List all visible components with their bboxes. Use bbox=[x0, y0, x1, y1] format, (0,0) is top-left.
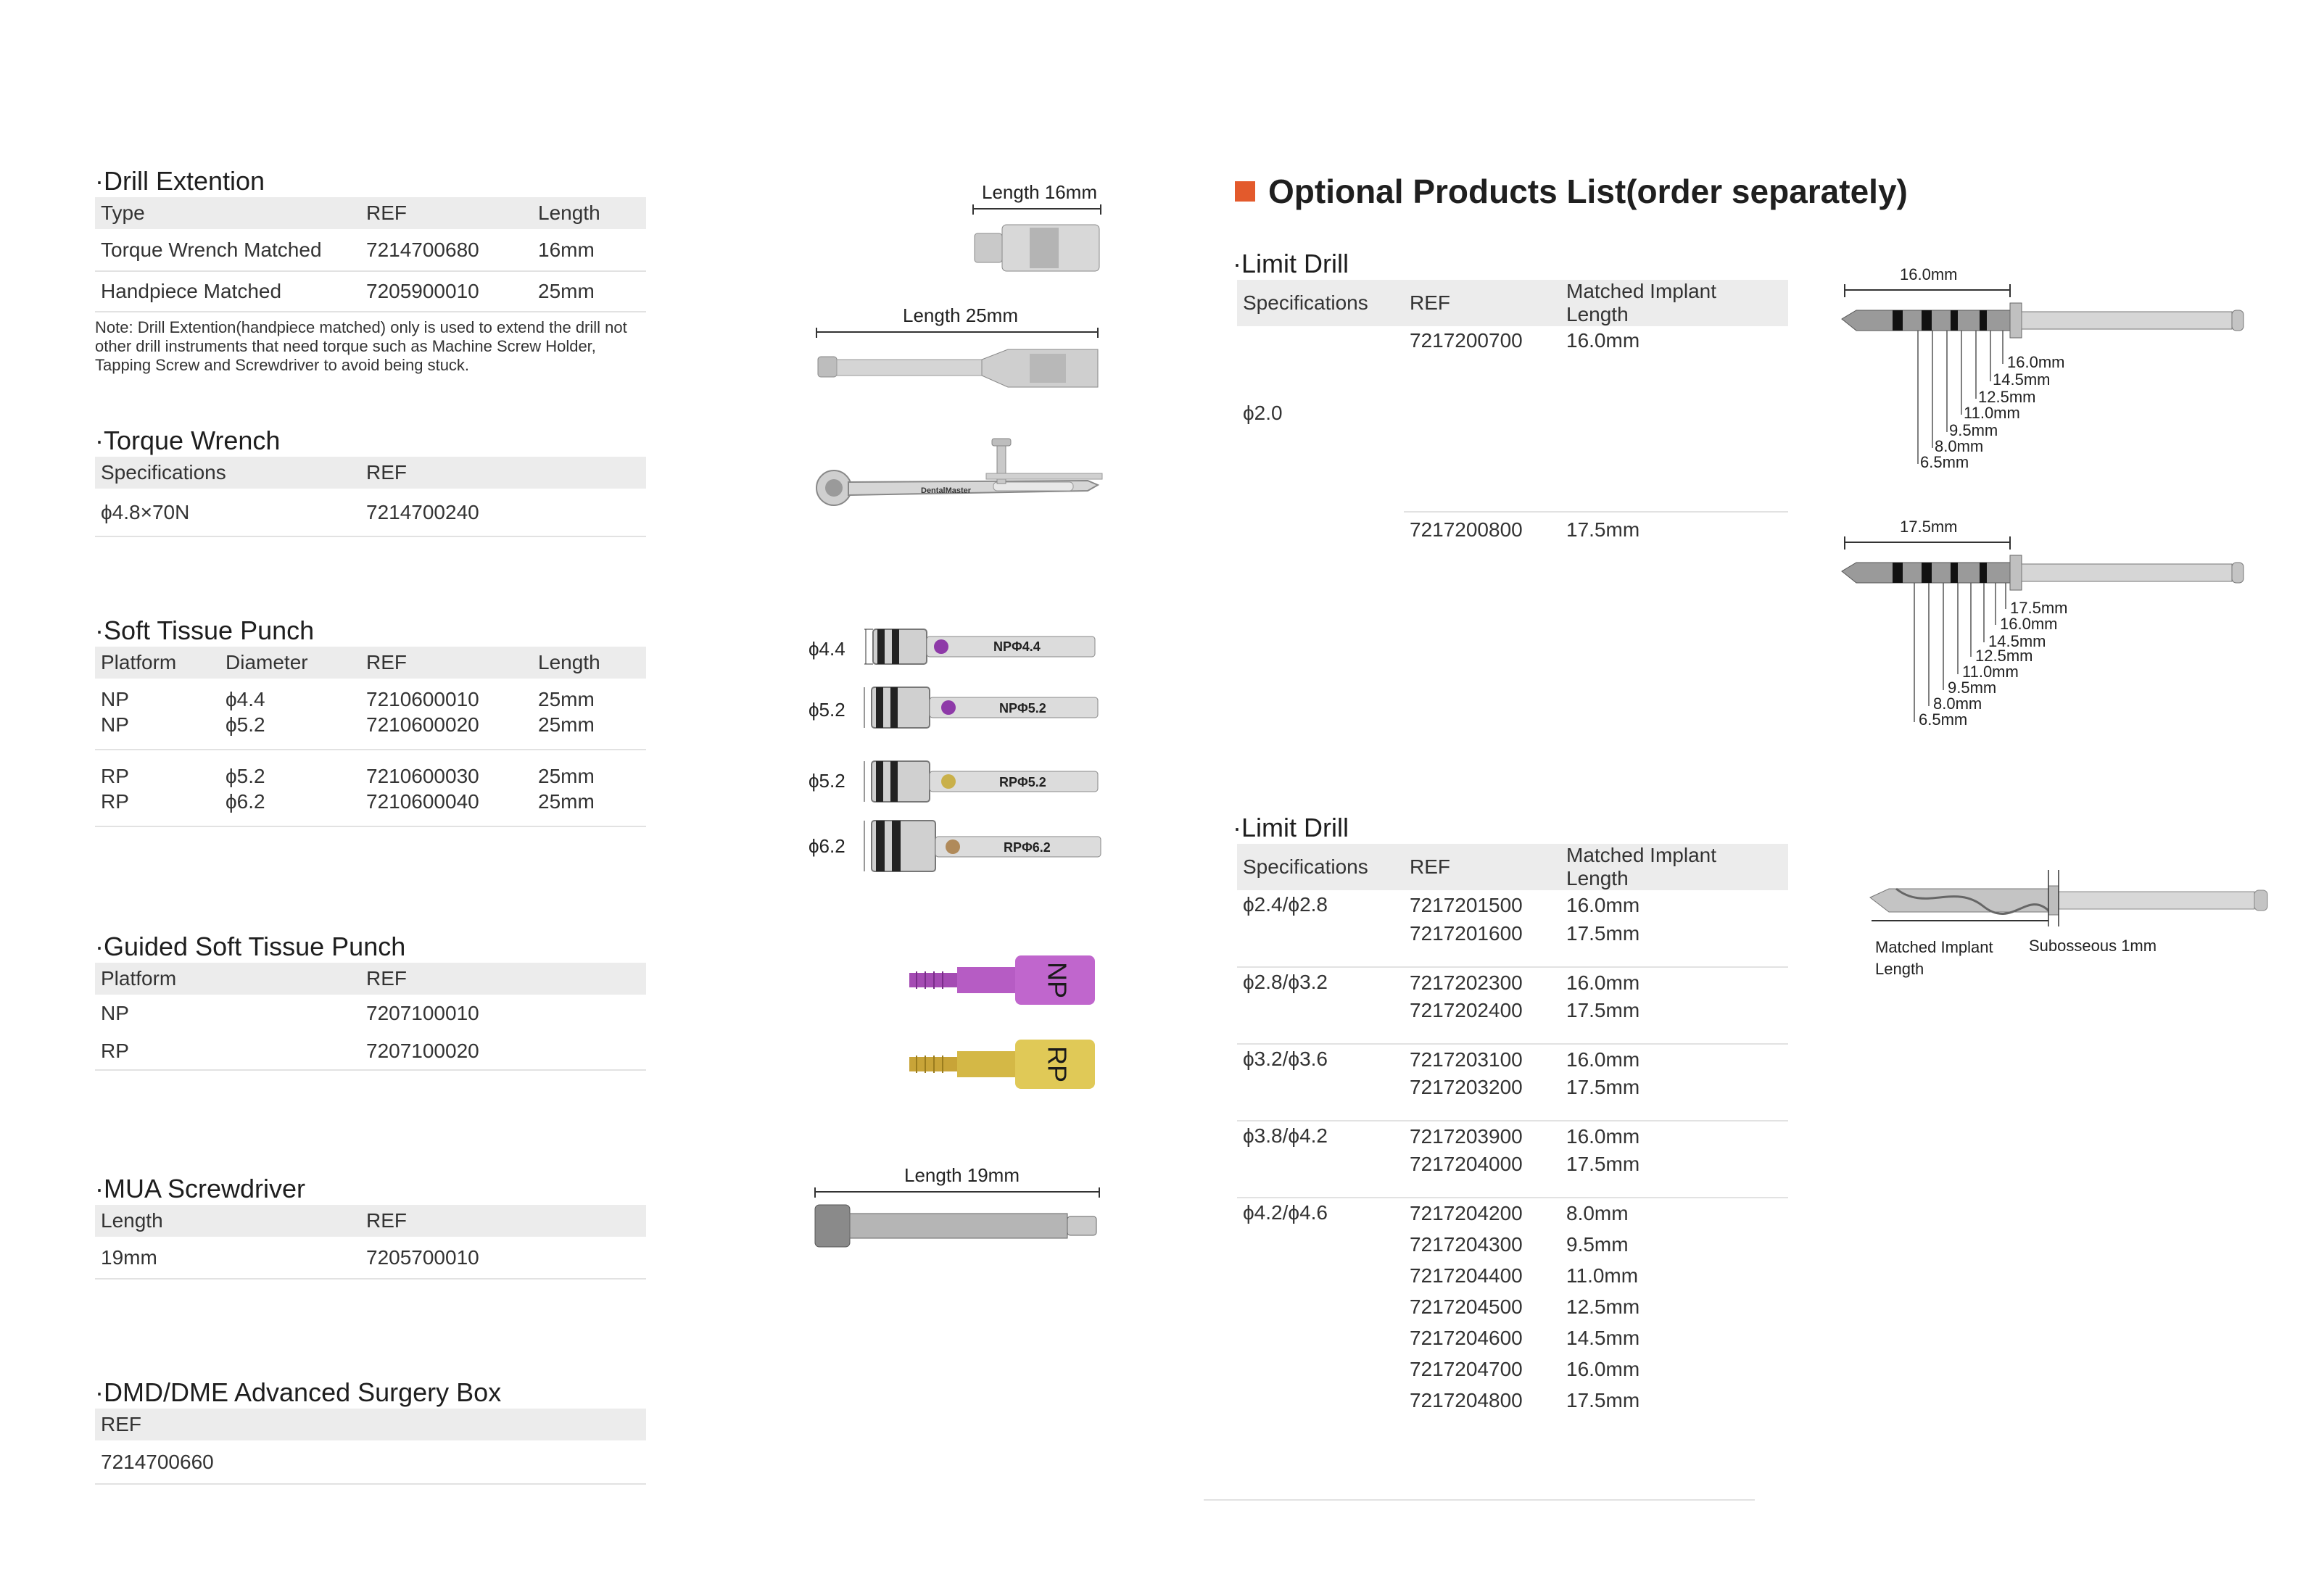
punch-image-rp62 bbox=[856, 818, 1102, 876]
limit-drill-1-table bbox=[1237, 280, 1788, 542]
cell: ϕ4.8×70N bbox=[95, 489, 360, 536]
table-row bbox=[95, 271, 646, 312]
accent-square bbox=[1235, 181, 1255, 202]
cell: 7217204200 bbox=[1410, 1202, 1523, 1224]
figure-top-label: 16.0mm bbox=[1900, 265, 1958, 283]
cell: 16mm bbox=[532, 229, 646, 271]
table-row bbox=[1237, 1198, 1788, 1229]
col-header: REF bbox=[360, 197, 532, 229]
punch-diameter-label: ϕ6.2 bbox=[809, 835, 845, 857]
spec-cell: ϕ2.0 bbox=[1243, 402, 1283, 424]
limit-drill-2-section bbox=[1233, 812, 1788, 1416]
drill-extension-note: Note: Drill Extention(handpiece matched) only is used to extend the drill not other drill instruments that need torque such as Machine Screw Holder, Tapping Screw and Screwdriver to avoid being stuck. bbox=[95, 318, 627, 374]
table-row bbox=[95, 1440, 646, 1484]
table-row bbox=[95, 750, 646, 790]
table-row bbox=[95, 489, 646, 536]
depth-mark: 12.5mm bbox=[1978, 388, 2036, 406]
col-header: REF bbox=[1404, 844, 1560, 890]
soft-tissue-punch-table bbox=[95, 647, 646, 827]
section-title: ·Limit Drill bbox=[1233, 249, 1349, 278]
drill-extension-short-image bbox=[964, 204, 1109, 284]
depth-mark: 14.5mm bbox=[1993, 370, 2051, 389]
surgery-box-table bbox=[95, 1409, 646, 1485]
col-header: REF bbox=[360, 647, 532, 679]
cell: 7210600030 bbox=[366, 764, 479, 787]
section-title: ·DMD/DME Advanced Surgery Box bbox=[95, 1377, 502, 1407]
cell: 7210600020 bbox=[360, 713, 532, 750]
col-header: Diameter bbox=[220, 647, 360, 679]
guided-punch-np-image bbox=[906, 951, 1102, 1009]
col-header: REF bbox=[1404, 280, 1560, 326]
cell: 19mm bbox=[95, 1237, 360, 1279]
cell: 7217202400 bbox=[1404, 998, 1560, 1044]
cell: 7210600040 bbox=[360, 790, 532, 826]
cell: 7205900010 bbox=[360, 271, 532, 312]
cell: 7217204000 bbox=[1404, 1151, 1560, 1198]
depth-mark: 9.5mm bbox=[1948, 679, 1997, 697]
cell: 7207100020 bbox=[360, 1032, 646, 1070]
punch-engraving: NPΦ4.4 bbox=[993, 639, 1041, 654]
col-header: REF bbox=[95, 1409, 646, 1440]
punch-engraving: RPΦ5.2 bbox=[999, 775, 1046, 789]
mua-screwdriver-section bbox=[95, 1173, 646, 1280]
limit-drill-side-image bbox=[1867, 868, 2273, 941]
depth-mark: 12.5mm bbox=[1975, 647, 2033, 665]
section-title: ·Drill Extention bbox=[95, 166, 265, 196]
punch-image-np44 bbox=[856, 625, 1095, 668]
cell: 7217204800 bbox=[1410, 1388, 1523, 1411]
depth-mark: 14.5mm bbox=[1988, 632, 2046, 650]
col-header: Length bbox=[95, 1205, 360, 1237]
cell: 16.0mm bbox=[1566, 1048, 1640, 1071]
depth-mark: 11.0mm bbox=[1964, 404, 2020, 422]
cell: 7217204400 bbox=[1410, 1264, 1523, 1287]
guided-rp-label: RP bbox=[1042, 1045, 1072, 1083]
table-row bbox=[1237, 890, 1788, 921]
cell: 7217204600 bbox=[1410, 1326, 1523, 1349]
cell: 25mm bbox=[532, 790, 646, 826]
guided-punch-section bbox=[95, 931, 646, 1071]
cell: 8.0mm bbox=[1566, 1202, 1629, 1224]
cell: 16.0mm bbox=[1566, 1357, 1640, 1380]
cell: 7217204700 bbox=[1410, 1357, 1523, 1380]
depth-mark: 9.5mm bbox=[1949, 421, 1998, 439]
depth-mark: 8.0mm bbox=[1933, 694, 1982, 713]
guided-punch-rp-image bbox=[906, 1035, 1102, 1093]
cell: 7214700660 bbox=[95, 1440, 646, 1484]
cell: 25mm bbox=[538, 688, 595, 710]
limit-drill-1-section bbox=[1233, 248, 1788, 542]
cell: 7214700680 bbox=[360, 229, 532, 271]
punch-diameter-label: ϕ5.2 bbox=[809, 770, 845, 792]
spec-cell: ϕ2.4/ϕ2.8 bbox=[1237, 890, 1404, 967]
drill-extension-table bbox=[95, 197, 646, 312]
cell: 17.5mm bbox=[1566, 1388, 1640, 1411]
col-header: Platform bbox=[95, 647, 220, 679]
depth-mark: 11.0mm bbox=[1962, 663, 2019, 681]
bottom-divider bbox=[1204, 1499, 1755, 1501]
guided-punch-table bbox=[95, 963, 646, 1071]
spec-cell: ϕ2.8/ϕ3.2 bbox=[1237, 967, 1404, 1044]
torque-wrench-section bbox=[95, 425, 646, 537]
depth-mark: 16.0mm bbox=[2007, 353, 2065, 371]
cell: 16.0mm bbox=[1560, 326, 1788, 512]
cell: 9.5mm bbox=[1566, 1232, 1629, 1256]
cell: 7207100010 bbox=[366, 1002, 479, 1024]
col-header: Length bbox=[532, 647, 646, 679]
optional-title-text: Optional Products List(order separately) bbox=[1268, 173, 1908, 210]
mua-screwdriver-table bbox=[95, 1205, 646, 1280]
cell: 17.5mm bbox=[1560, 1074, 1788, 1121]
section-title: ·Guided Soft Tissue Punch bbox=[95, 932, 406, 961]
table-row bbox=[95, 679, 646, 713]
length-caption: Length 19mm bbox=[904, 1164, 1020, 1186]
punch-image-rp52 bbox=[856, 758, 1099, 805]
section-title: ·Soft Tissue Punch bbox=[95, 615, 315, 645]
cell: Handpiece Matched bbox=[95, 271, 360, 312]
col-header: Specifications bbox=[95, 457, 360, 489]
punch-engraving: NPΦ5.2 bbox=[999, 701, 1046, 716]
cell: 25mm bbox=[532, 271, 646, 312]
cell: ϕ6.2 bbox=[220, 790, 360, 826]
length-caption: Length 16mm bbox=[982, 181, 1097, 203]
spec-cell: ϕ4.2/ϕ4.6 bbox=[1243, 1201, 1328, 1224]
table-row bbox=[95, 1032, 646, 1070]
cell: 7217204500 bbox=[1410, 1295, 1523, 1318]
table-row bbox=[1237, 1044, 1788, 1074]
punch-image-np52 bbox=[856, 684, 1099, 731]
cell: 7217203900 bbox=[1410, 1124, 1523, 1148]
table-row bbox=[1237, 967, 1788, 998]
drill-extension-section bbox=[95, 165, 646, 375]
cell: 7217203100 bbox=[1410, 1048, 1523, 1071]
cell: 17.5mm bbox=[1560, 1151, 1788, 1198]
cell: 16.0mm bbox=[1566, 1124, 1640, 1148]
cell: 17.5mm bbox=[1560, 998, 1788, 1044]
punch-diameter-label: ϕ5.2 bbox=[809, 699, 845, 721]
cell: 12.5mm bbox=[1566, 1295, 1640, 1318]
brand-text: DentalMaster bbox=[921, 486, 972, 495]
table-row bbox=[95, 1237, 646, 1279]
cell: RP bbox=[95, 790, 220, 826]
cell: ϕ5.2 bbox=[226, 764, 265, 787]
torque-wrench-image bbox=[812, 439, 1109, 511]
section-title: ·Limit Drill bbox=[1233, 813, 1349, 842]
col-header: Specifications bbox=[1237, 280, 1404, 326]
cell: Torque Wrench Matched bbox=[95, 229, 360, 271]
depth-mark: 17.5mm bbox=[2010, 599, 2068, 617]
col-header: Matched Implant Length bbox=[1560, 844, 1788, 890]
table-row bbox=[95, 790, 646, 826]
cell: RP bbox=[95, 1032, 360, 1070]
cell: 7217201600 bbox=[1404, 921, 1560, 967]
cell: 7214700240 bbox=[360, 489, 646, 536]
cell: NP bbox=[101, 1002, 129, 1024]
surgery-box-section bbox=[95, 1377, 646, 1485]
cell: 17.5mm bbox=[1566, 518, 1640, 541]
cell: 7217202300 bbox=[1410, 971, 1523, 994]
table-row bbox=[95, 713, 646, 750]
cell: RP bbox=[101, 764, 129, 787]
spec-cell: ϕ3.8/ϕ4.2 bbox=[1237, 1121, 1404, 1198]
section-title: ·MUA Screwdriver bbox=[95, 1174, 306, 1203]
torque-wrench-table bbox=[95, 457, 646, 537]
table-row bbox=[95, 229, 646, 271]
cell: ϕ4.4 bbox=[226, 688, 265, 710]
cell: 7205700010 bbox=[360, 1237, 646, 1279]
cell: ϕ5.2 bbox=[220, 713, 360, 750]
cell: 14.5mm bbox=[1566, 1326, 1640, 1349]
figure-label-text: Matched Implant Length bbox=[1875, 938, 1993, 978]
table-row bbox=[1237, 326, 1788, 512]
cell: NP bbox=[95, 713, 220, 750]
depth-mark: 6.5mm bbox=[1919, 710, 1968, 729]
figure-label-subosseous: Subosseous 1mm bbox=[2029, 937, 2157, 955]
col-header: Platform bbox=[95, 963, 360, 995]
limit-drill-2-table bbox=[1237, 844, 1788, 1416]
cell: 16.0mm bbox=[1566, 971, 1640, 994]
col-header: Specifications bbox=[1237, 844, 1404, 890]
cell: 7217201500 bbox=[1410, 894, 1523, 916]
cell: 7217200700 bbox=[1404, 326, 1560, 512]
cell: 7210600010 bbox=[366, 688, 479, 710]
figure-top-label: 17.5mm bbox=[1900, 518, 1958, 536]
col-header: REF bbox=[360, 963, 646, 995]
col-header: REF bbox=[360, 1205, 646, 1237]
cell: 11.0mm bbox=[1566, 1264, 1639, 1287]
optional-products-title bbox=[1235, 171, 1908, 212]
cell: NP bbox=[101, 688, 129, 710]
figure-label-implant bbox=[1875, 937, 2027, 980]
col-header: Matched Implant Length bbox=[1560, 280, 1788, 326]
depth-mark: 6.5mm bbox=[1920, 453, 1969, 471]
cell: 7217203200 bbox=[1404, 1074, 1560, 1121]
guided-np-label: NP bbox=[1042, 961, 1072, 999]
cell: 7217200800 bbox=[1410, 518, 1523, 541]
col-header: Type bbox=[95, 197, 360, 229]
cell: 7217204300 bbox=[1410, 1232, 1523, 1256]
cell: 25mm bbox=[532, 713, 646, 750]
cell: 16.0mm bbox=[1566, 894, 1640, 916]
cell: 17.5mm bbox=[1560, 921, 1788, 967]
drill-extension-long-image bbox=[812, 328, 1102, 393]
punch-diameter-label: ϕ4.4 bbox=[809, 638, 845, 660]
soft-tissue-punch-section bbox=[95, 615, 646, 827]
table-row bbox=[1237, 1121, 1788, 1151]
section-title: ·Torque Wrench bbox=[95, 426, 281, 455]
mua-screwdriver-image bbox=[812, 1187, 1102, 1253]
col-header: REF bbox=[360, 457, 646, 489]
punch-engraving: RPΦ6.2 bbox=[1004, 840, 1051, 855]
spec-cell: ϕ3.2/ϕ3.6 bbox=[1237, 1044, 1404, 1121]
col-header: Length bbox=[532, 197, 646, 229]
length-caption: Length 25mm bbox=[903, 304, 1018, 326]
depth-mark: 8.0mm bbox=[1935, 437, 1984, 455]
cell: 25mm bbox=[538, 764, 595, 787]
table-row bbox=[95, 995, 646, 1032]
depth-mark: 16.0mm bbox=[2000, 615, 2058, 633]
